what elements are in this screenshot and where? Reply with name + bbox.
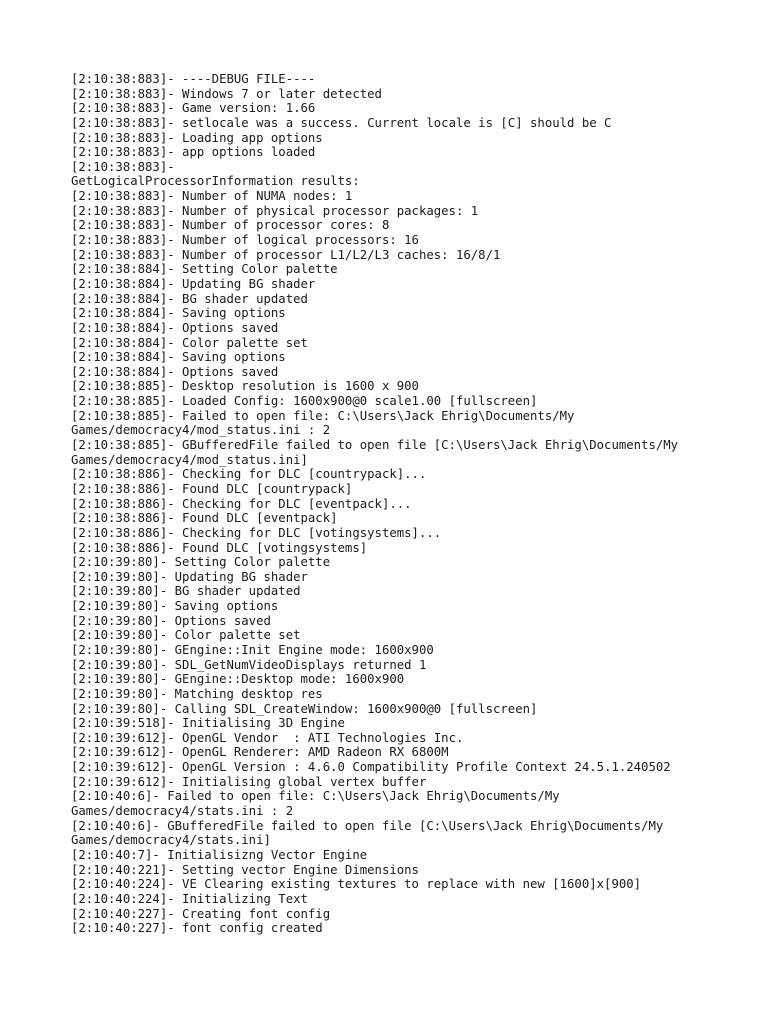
log-line: [2:10:39:80]- Setting Color palette	[71, 555, 331, 570]
log-line: [2:10:38:883]- Number of processor L1/L2/L3 caches: 16/8/1	[71, 247, 501, 262]
log-line: [2:10:39:80]- Matching desktop res	[71, 686, 323, 701]
log-line: GetLogicalProcessorInformation results:	[71, 174, 360, 189]
log-line: [2:10:40:6]- Failed to open file: C:\Users\Jack Ehrig\Documents/My	[71, 789, 560, 804]
log-line: Games/democracy4/mod_status.ini]	[71, 452, 308, 467]
log-line: [2:10:38:883]-	[71, 159, 175, 174]
log-line: [2:10:39:80]- SDL_GetNumVideoDisplays returned 1	[71, 657, 427, 672]
log-line: [2:10:39:80]- Saving options	[71, 599, 279, 614]
log-line: [2:10:40:6]- GBufferedFile failed to open file [C:\Users\Jack Ehrig\Documents/My	[71, 818, 664, 833]
log-line: Games/democracy4/stats.ini : 2	[71, 804, 294, 819]
log-line: [2:10:39:612]- OpenGL Renderer: AMD Radeon RX 6800M	[71, 745, 449, 760]
log-line: Games/democracy4/mod_status.ini : 2	[71, 423, 331, 438]
log-line: [2:10:40:227]- Creating font config	[71, 906, 331, 921]
log-line: [2:10:39:80]- Calling SDL_CreateWindow: 1600x900@0 [fullscreen]	[71, 701, 538, 716]
debug-log-text	[71, 72, 711, 936]
log-line: [2:10:38:883]- Number of NUMA nodes: 1	[71, 189, 353, 204]
log-line: [2:10:39:80]- BG shader updated	[71, 584, 301, 599]
log-line: [2:10:39:80]- Options saved	[71, 613, 271, 628]
log-line: [2:10:38:883]- setlocale was a success. Current locale is [C] should be C	[71, 115, 612, 130]
log-line: [2:10:38:884]- Options saved	[71, 320, 279, 335]
log-line: [2:10:40:7]- Initialisizng Vector Engine	[71, 847, 368, 862]
log-line: [2:10:39:80]- GEngine::Desktop mode: 1600x900	[71, 672, 405, 687]
log-line: [2:10:38:885]- GBufferedFile failed to open file [C:\Users\Jack Ehrig\Documents/My	[71, 438, 679, 453]
log-line: [2:10:38:884]- Saving options	[71, 306, 286, 321]
log-line: [2:10:38:883]- Number of processor cores: 8	[71, 218, 390, 233]
log-line: [2:10:38:886]- Checking for DLC [countrypack]...	[71, 467, 427, 482]
log-line: [2:10:39:612]- Initialising global vertex buffer	[71, 774, 427, 789]
log-line: [2:10:38:884]- Color palette set	[71, 335, 308, 350]
log-line: [2:10:39:80]- GEngine::Init Engine mode: 1600x900	[71, 642, 434, 657]
log-line: [2:10:39:612]- OpenGL Version : 4.6.0 Compatibility Profile Context 24.5.1.240502	[71, 760, 671, 775]
log-line: [2:10:40:221]- Setting vector Engine Dimensions	[71, 862, 419, 877]
log-line: [2:10:39:80]- Updating BG shader	[71, 569, 308, 584]
log-line: [2:10:39:80]- Color palette set	[71, 628, 301, 643]
log-line: [2:10:38:886]- Found DLC [countrypack]	[71, 481, 353, 496]
log-line: [2:10:38:884]- Saving options	[71, 350, 286, 365]
log-line: [2:10:38:883]- Number of logical processors: 16	[71, 233, 419, 248]
log-line: [2:10:38:884]- Setting Color palette	[71, 262, 338, 277]
log-line: [2:10:40:224]- Initializing Text	[71, 891, 308, 906]
log-line: [2:10:38:883]- Loading app options	[71, 130, 323, 145]
log-line: [2:10:38:883]- app options loaded	[71, 145, 316, 160]
log-line: [2:10:38:886]- Found DLC [votingsystems]	[71, 540, 368, 555]
log-line: [2:10:40:224]- VE Clearing existing textures to replace with new [1600]x[900]	[71, 877, 642, 892]
log-line: [2:10:38:886]- Checking for DLC [votingsystems]...	[71, 525, 442, 540]
log-line: [2:10:38:883]- ----DEBUG FILE----	[71, 72, 316, 86]
log-line: [2:10:38:885]- Desktop resolution is 1600 x 900	[71, 379, 419, 394]
log-line: [2:10:38:884]- Options saved	[71, 364, 279, 379]
log-line: [2:10:38:883]- Game version: 1.66	[71, 101, 316, 116]
log-line: [2:10:38:884]- Updating BG shader	[71, 276, 316, 291]
log-line: [2:10:38:884]- BG shader updated	[71, 291, 308, 306]
log-line: [2:10:38:883]- Windows 7 or later detected	[71, 86, 382, 101]
log-line: [2:10:39:612]- OpenGL Vendor : ATI Technologies Inc.	[71, 730, 464, 745]
log-line: [2:10:40:227]- font config created	[71, 921, 323, 936]
log-line: [2:10:38:885]- Failed to open file: C:\Users\Jack Ehrig\Documents/My	[71, 408, 575, 423]
log-line: Games/democracy4/stats.ini]	[71, 833, 271, 848]
log-line: [2:10:39:518]- Initialising 3D Engine	[71, 716, 345, 731]
log-line: [2:10:38:883]- Number of physical processor packages: 1	[71, 203, 479, 218]
log-line: [2:10:38:886]- Checking for DLC [eventpack]...	[71, 496, 412, 511]
log-line: [2:10:38:886]- Found DLC [eventpack]	[71, 511, 338, 526]
log-line: [2:10:38:885]- Loaded Config: 1600x900@0 scale1.00 [fullscreen]	[71, 394, 538, 409]
